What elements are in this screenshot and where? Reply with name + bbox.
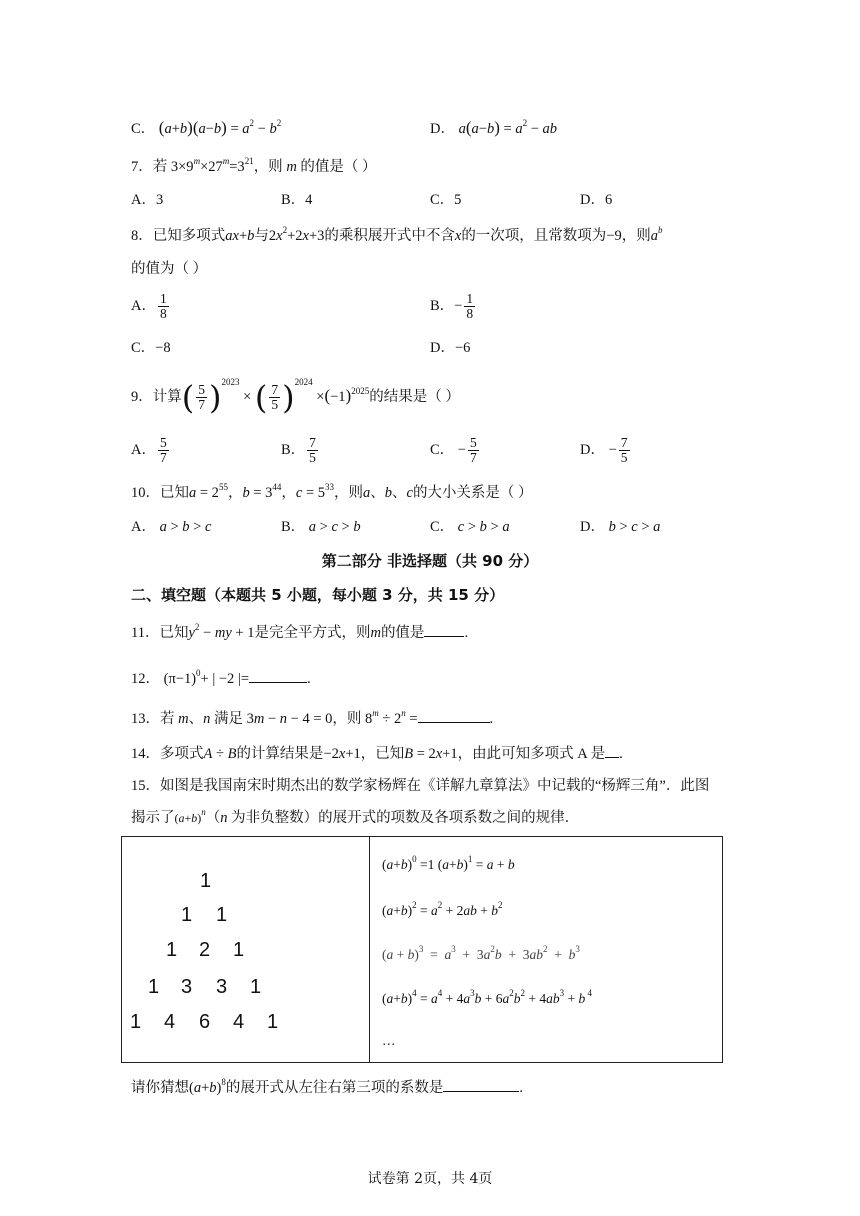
q14-text: 多项式	[160, 746, 204, 762]
option-label: C．	[430, 192, 455, 208]
option-label: D．	[580, 442, 605, 458]
q13-text: 若	[160, 711, 175, 727]
q6-option-c	[131, 118, 281, 138]
denominator: 7	[469, 450, 477, 466]
q15-text: 为非负整数）的展开式的项数及各项系数之间的规律．	[231, 810, 580, 826]
denominator: 7	[159, 450, 167, 466]
triangle-cell	[122, 837, 370, 1063]
q9-option-a	[131, 436, 171, 465]
q9-option-b	[281, 436, 320, 465]
q7-option-b	[281, 192, 312, 209]
question-number: 11．	[131, 625, 160, 641]
q7-text: ，则	[253, 159, 283, 175]
option-label: C．	[131, 121, 156, 137]
q14-text: 的计算结果是	[236, 746, 324, 762]
q14-stem: 14．多项式A ÷ B的计算结果是−2x+1，已知B = 2x+1，由此可知多项式 A 是 .	[131, 746, 623, 762]
option-value: −8	[155, 340, 171, 356]
yanghui-triangle-table	[121, 836, 723, 1063]
answer-blank[interactable]	[443, 1079, 519, 1092]
option-label: A．	[131, 192, 156, 208]
q8-text: ，则	[621, 228, 651, 244]
option-value: 3	[155, 192, 164, 208]
option-label: B．	[281, 442, 306, 458]
part-heading: 第二部分 非选择题（共 90 分）	[321, 552, 539, 570]
option-value: −6	[454, 340, 471, 356]
question-number: 8．	[131, 228, 153, 244]
triangle-number: 6	[199, 1011, 211, 1033]
option-label: B．	[281, 192, 306, 208]
q10-option-a: A． a > b > c	[131, 519, 212, 535]
option-label: D．	[580, 192, 605, 208]
q13-stem: 13．若 m、n 满足 3m − n − 4 = 0，则 $8^m \div 2^n$ = .	[131, 708, 494, 727]
q15-text: 如图是我国南宋时期杰出的数学家杨辉在《详解九章算法》中记载的“杨辉三角”．此图	[160, 778, 710, 794]
q11-text: 是完全平方式，则	[254, 625, 371, 641]
option-label: D．	[580, 519, 605, 535]
question-number: 15．	[131, 778, 160, 794]
question-number: 13．	[131, 711, 160, 727]
q7-exponent: 21	[244, 156, 254, 166]
triangle-number: 1	[216, 904, 228, 926]
q10-option-d: D． b > c > a	[580, 519, 661, 535]
q13-text: .	[489, 711, 494, 727]
triangle-number: 1	[130, 1011, 142, 1033]
option-label: B．	[281, 519, 306, 535]
q15-line1	[131, 778, 709, 795]
option-label: C．	[430, 519, 455, 535]
q8-text: 与	[254, 228, 269, 244]
numerator: 5	[469, 435, 477, 450]
expansion-ellipsis: …	[382, 1033, 396, 1048]
q8-option-a	[131, 292, 171, 321]
q11-text: 的值是	[380, 625, 425, 641]
q7-option-a	[131, 192, 163, 209]
expansion-row-4: $(a+b)^4 = a^4 + 4a^3b + 6a^2b^2 + 4ab^3 + b$ $^4$	[382, 988, 592, 1006]
expansion-row-3: $(a + b)^3 = a^3 + 3a^2b + 3ab^2 + b^3$	[382, 944, 580, 962]
q7-text: ×27	[200, 159, 223, 175]
triangle-number: 1	[148, 976, 160, 998]
q9-option-c: C． − $\frac{5}{7}$	[430, 435, 477, 466]
question-number: 10．	[131, 485, 160, 501]
q9-exponent: 2023	[221, 377, 240, 387]
q14-text: ，由此可知多项式 A 是	[457, 746, 606, 762]
q12-stem: 12． $(\pi-1)^0+$ | −2 |= .	[131, 668, 311, 687]
triangle-number: 3	[181, 976, 193, 998]
fraction	[619, 436, 630, 465]
triangle-number: 3	[216, 976, 228, 998]
fraction: $\frac{7}{5}$	[271, 382, 279, 413]
q10-text: ，	[281, 485, 296, 501]
q9-exponent: 2025	[351, 386, 370, 396]
q13-text: 满足	[213, 711, 243, 727]
triangle-number: 1	[250, 976, 262, 998]
answer-blank[interactable]	[424, 624, 464, 637]
answer-blank[interactable]	[249, 670, 307, 683]
q10-text: ，	[227, 485, 243, 501]
fraction: $\frac{5}{7}$	[198, 382, 205, 413]
question-number: 7．	[131, 159, 153, 175]
q10-text: 的大小关系是（ ）	[412, 485, 533, 501]
q7-option-c	[430, 192, 461, 209]
section-heading: 二、填空题（本题共 5 小题，每小题 3 分，共 15 分）	[131, 586, 505, 604]
page-footer: 试卷第 2页，共 4页	[367, 1171, 493, 1187]
question-number: 9．	[131, 389, 153, 405]
q15-text: 的展开式从左往右第三项的系数是	[225, 1080, 444, 1096]
q8-text: 已知多项式	[152, 228, 226, 244]
q9-text: 计算	[152, 389, 182, 405]
q15-line2: 揭示了$(a+b)^n(n$ 为非负整数）的展开式的项数及各项系数之间的规律．	[131, 807, 580, 826]
denominator: 5	[620, 450, 628, 466]
q10-option-c: C． c > b > a	[430, 519, 510, 535]
expansion-row-2: $(a+b)^2 = a^2 + 2ab + b^2$	[382, 900, 503, 918]
triangle-number: 1	[166, 939, 178, 961]
q10-stem: 10．已知$a = 2^{55}$，$b = 3^{44}$，$c = 5^{33}$，则a、b、c的大小关系是（ ）	[131, 482, 533, 501]
q9-exponent: 2024	[294, 377, 313, 387]
answer-blank[interactable]	[605, 745, 619, 758]
q6-option-d-formula: $a(a-b) = a^2$ − ab	[458, 118, 558, 137]
triangle-number: 2	[199, 939, 211, 961]
numerator: 7	[309, 435, 316, 450]
q10-text: 已知	[160, 485, 189, 501]
numerator: 7	[620, 435, 628, 450]
q7-text: 的值是（ ）	[300, 159, 377, 175]
q14-text: .	[619, 746, 623, 762]
expansion-cell	[370, 837, 723, 1063]
q10-text: ，则	[334, 485, 363, 501]
q8-option-c	[131, 340, 171, 357]
q15-text: 请你猜想	[131, 1080, 189, 1096]
q14-text: ，已知	[360, 746, 405, 762]
q15-question: 请你猜想$(a+b)^8$的展开式从左往右第三项的系数是 .	[131, 1077, 523, 1096]
q8-text: 的一次项，且常数项为	[461, 228, 607, 244]
fraction: $\frac{1}{8}$	[466, 291, 474, 322]
fraction	[307, 436, 318, 465]
option-value: 5	[454, 192, 462, 208]
q11-text: .	[464, 625, 469, 641]
q7-stem: 7．若 $3\times 9^m\times 27^m=3^{21}$，则 m 的值是（ ）	[131, 156, 377, 175]
q8-stem-line2	[131, 261, 207, 278]
option-label: D．	[430, 340, 455, 356]
q9-text: 的结果是（ ）	[369, 389, 460, 405]
q8-stem-line1: 8．已知多项式ax+b与$2x^2+2x+3$的乘积展开式中不含x的一次项，且常数项为−9，则$a^b$	[131, 225, 663, 244]
triangle-number: 1	[267, 1011, 279, 1033]
q10-option-b: B． a > c > b	[281, 519, 361, 535]
q8-option-d	[430, 340, 470, 357]
triangle-number: 4	[233, 1011, 245, 1033]
q7-text: 若 3×9	[152, 159, 194, 175]
answer-blank[interactable]	[418, 710, 490, 723]
triangle-number: 4	[164, 1011, 176, 1033]
q12-text: .	[307, 671, 311, 687]
numerator: 5	[159, 435, 167, 450]
q11-text: 已知	[159, 625, 189, 641]
q15-text: （	[205, 810, 221, 826]
option-label: C．	[430, 442, 455, 458]
option-label: B．	[430, 298, 455, 314]
triangle-number: 1	[200, 870, 212, 892]
question-number: 14．	[131, 746, 160, 762]
q8-option-b: B．− $\frac{1}{8}$	[430, 291, 474, 322]
question-number: 12．	[131, 671, 160, 687]
denominator: 5	[309, 450, 316, 466]
triangle-number: 1	[181, 904, 193, 926]
triangle-number: 1	[233, 939, 245, 961]
q6-option-c-formula: $(a+b)(a-b) = a^2 - b^2$	[158, 118, 282, 137]
option-label: A．	[131, 298, 156, 314]
q8-text: 的值为（ ）	[131, 261, 208, 277]
q13-text: ，则	[332, 711, 362, 727]
fraction	[468, 436, 479, 465]
option-label: C．	[131, 340, 156, 356]
q11-stem: 11．已知$y^2$ − my + 1是完全平方式，则m的值是 .	[131, 622, 469, 641]
q15-text: .	[519, 1080, 523, 1096]
option-label: A．	[131, 519, 156, 535]
expansion-row-0-1: $(a+b)^0 =1$ $(a+b)^1 = a + b$	[382, 854, 515, 872]
q6-option-d	[430, 118, 557, 138]
q7-option-d	[580, 192, 612, 209]
q9-option-d: D． − $\frac{7}{5}$	[580, 435, 628, 466]
q9-stem: 9．计算( $\frac{5}{7}$ )$^{2023}$ × ( $\frac{7}{5}$ )$^{2024} \times(-1)^{2025}$的结果是（ ）	[131, 377, 460, 417]
q7-var: m	[286, 159, 297, 175]
q8-text: 的乘积展开式中不含	[324, 228, 455, 244]
option-value: 6	[604, 192, 613, 208]
q15-text: 揭示了	[131, 810, 175, 826]
fraction: $\frac{1}{8}$	[159, 291, 167, 322]
fraction	[158, 436, 169, 465]
option-label: A．	[131, 442, 156, 458]
option-label: D．	[430, 121, 455, 137]
option-value: 4	[305, 192, 313, 208]
q7-text: =3	[229, 159, 245, 175]
